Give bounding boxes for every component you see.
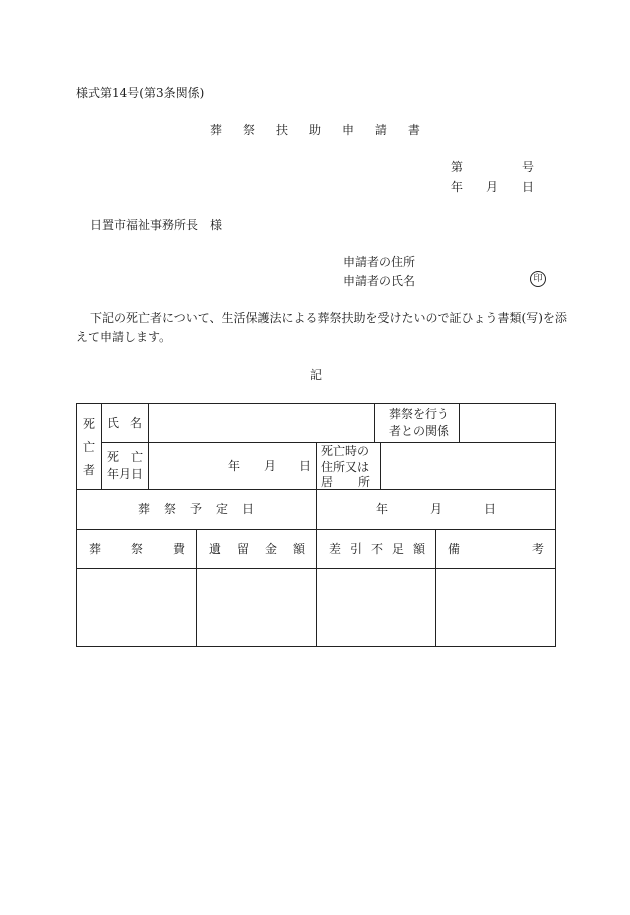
funeral-year-marker: 年 — [376, 502, 389, 516]
shortfall-char: 足 — [391, 542, 404, 556]
funeral-date-char: 祭 — [163, 502, 176, 516]
funeral-cost-char: 祭 — [130, 542, 143, 556]
applicant-name-label: 申請者の氏名 — [343, 274, 416, 288]
name-label-char: 名 — [130, 416, 143, 430]
title-char: 書 — [407, 123, 420, 137]
relation-field[interactable] — [460, 404, 555, 442]
estate-amount-header — [209, 543, 305, 555]
address-label-char: 所 — [358, 475, 371, 489]
funeral-date-label — [138, 503, 254, 515]
shortfall-header — [329, 543, 425, 555]
address-field[interactable] — [381, 443, 555, 489]
funeral-cost-header — [89, 543, 185, 555]
title-char: 請 — [374, 123, 387, 137]
name-label-char: 氏 — [107, 416, 120, 430]
doc-no-suffix: 号 — [522, 160, 535, 174]
address-label-line2: 住所又は — [321, 460, 370, 474]
title-char: 葬 — [210, 123, 223, 137]
death-date-label-char: 亡 — [131, 450, 144, 464]
death-date-label-line2: 年月日 — [107, 467, 144, 481]
funeral-date-char: 葬 — [138, 502, 151, 516]
address-label-line1: 死亡時の — [321, 444, 370, 458]
remarks-header — [448, 543, 544, 555]
deceased-char: 死 — [83, 417, 96, 431]
title-char: 扶 — [275, 123, 288, 137]
death-day-marker: 日 — [299, 459, 312, 473]
funeral-date-char: 日 — [241, 502, 254, 516]
estate-amount-char: 遺 — [209, 542, 222, 556]
funeral-date-char: 定 — [215, 502, 228, 516]
death-month-marker: 月 — [264, 459, 277, 473]
death-year-marker: 年 — [228, 459, 241, 473]
relation-label-line2: 者との関係 — [389, 424, 450, 438]
remarks-char: 考 — [531, 542, 544, 556]
funeral-cost-field[interactable] — [77, 569, 196, 646]
deceased-char: 者 — [83, 463, 96, 477]
remarks-char: 備 — [448, 542, 461, 556]
address-label-char: 居 — [321, 475, 334, 489]
doc-no-label: 第 — [451, 160, 464, 174]
estate-amount-char: 額 — [292, 542, 305, 556]
estate-amount-char: 金 — [264, 542, 277, 556]
shortfall-char: 不 — [370, 542, 383, 556]
estate-amount-char: 留 — [236, 542, 249, 556]
shortfall-char: 差 — [329, 542, 342, 556]
estate-amount-field[interactable] — [197, 569, 316, 646]
date-month: 月 — [486, 180, 499, 194]
date-day: 日 — [522, 180, 535, 194]
title-char: 祭 — [242, 123, 255, 137]
shortfall-char: 引 — [349, 542, 362, 556]
date-year: 年 — [451, 180, 464, 194]
body-text-line2: えて申請します。 — [76, 330, 172, 344]
funeral-month-marker: 月 — [430, 502, 443, 516]
funeral-cost-char: 葬 — [89, 542, 102, 556]
deceased-char: 亡 — [83, 440, 96, 454]
seal-mark: 印 — [530, 271, 546, 287]
ki-heading: 記 — [310, 368, 323, 382]
body-text-line1: 下記の死亡者について、生活保護法による葬祭扶助を受けたいので証ひょう書類(写)を添 — [90, 311, 567, 325]
recipient: 日置市福祉事務所長 様 — [90, 218, 223, 232]
funeral-cost-char: 費 — [172, 542, 185, 556]
shortfall-char: 額 — [412, 542, 425, 556]
name-field[interactable] — [149, 404, 374, 442]
funeral-day-marker: 日 — [484, 502, 497, 516]
relation-label-line1: 葬祭を行う — [389, 407, 450, 421]
shortfall-field[interactable] — [317, 569, 435, 646]
title-char: 申 — [341, 123, 354, 137]
death-date-label-char: 死 — [107, 450, 120, 464]
applicant-address-label: 申請者の住所 — [343, 255, 416, 269]
funeral-date-char: 予 — [189, 502, 202, 516]
form-number: 様式第14号(第3条関係) — [76, 86, 205, 100]
title-char: 助 — [308, 123, 321, 137]
form-title — [210, 124, 420, 136]
remarks-field[interactable] — [436, 569, 555, 646]
